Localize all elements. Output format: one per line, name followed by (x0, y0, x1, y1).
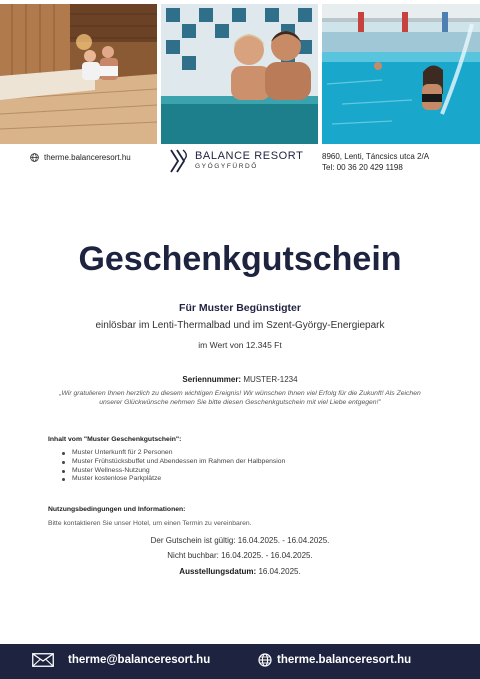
logo-subtitle: GYÓGYFÜRDŐ (195, 163, 258, 171)
terms-heading: Nutzungsbedingungen und Informationen: (48, 506, 186, 513)
sauna-photo (0, 4, 157, 144)
header-website-text: therme.balanceresort.hu (44, 153, 131, 162)
voucher-title: Geschenkgutschein (78, 240, 402, 278)
list-item: Muster kostenlose Parkplätze (62, 475, 285, 484)
serial-value: MUSTER-1234 (243, 375, 298, 384)
globe-icon (30, 153, 39, 162)
couple-pool-photo (161, 4, 318, 144)
validity-period: Der Gutschein ist gültig: 16.04.2025. - 16.04.2025. (150, 536, 330, 545)
serial-number (0, 375, 480, 384)
header-info-row (0, 148, 480, 178)
envelope-icon (32, 653, 54, 667)
list-item: Muster Wellness-Nutzung (62, 467, 285, 476)
footer-website-text: therme.balanceresort.hu (277, 654, 412, 666)
phone-text[interactable]: Tel: 00 36 20 429 1198 (322, 163, 403, 172)
issue-date-value: 16.04.2025. (258, 567, 301, 576)
address-text: 8960, Lenti, Táncsics utca 2/A (322, 152, 430, 161)
logo-title: BALANCE RESORT (195, 150, 304, 163)
congratulation-quote: „Wir gratulieren Ihnen herzlich zu diesem wichtigen Ereignis! Wir wünschen Ihnen viel Erfolg für die Zukunft! Als Zeichen unserer Glückwünsche nehmen Sie bitte diesen Geschenkgutschein mit viel Liebe entgegen!” (59, 390, 421, 406)
terms-text: Bitte kontaktieren Sie unser Hotel, um einen Termin zu vereinbaren. (48, 520, 252, 527)
contents-list (62, 449, 285, 484)
list-item: Muster Frühstücksbuffet und Abendessen im Rahmen der Halbpension (62, 458, 285, 467)
issue-date (0, 567, 480, 576)
serial-label: Seriennummer: (182, 375, 242, 384)
header-contact (322, 151, 429, 173)
voucher-value: im Wert von 12.345 Ft (198, 340, 282, 350)
wellness-pool-photo (322, 4, 480, 144)
contents-heading: Inhalt vom "Muster Geschenkgutschein": (48, 436, 182, 443)
voucher-recipient: Für Muster Begünstigter (179, 302, 301, 314)
not-bookable-period: Nicht buchbar: 16.04.2025. - 16.04.2025. (167, 551, 313, 560)
resort-logo (168, 148, 303, 174)
globe-icon (258, 653, 272, 667)
header-website[interactable] (30, 153, 131, 162)
footer-email-text: therme@balanceresort.hu (68, 654, 211, 666)
voucher-redeemable: einlösbar im Lenti-Thermalbad und im Szent-György-Energiepark (95, 320, 385, 331)
photo-strip (0, 4, 480, 144)
footer-website[interactable] (258, 653, 411, 667)
balance-resort-logo-icon (168, 148, 190, 174)
issue-date-label: Ausstellungsdatum: (179, 567, 257, 576)
list-item: Muster Unterkunft für 2 Personen (62, 449, 285, 458)
footer-bar (0, 644, 480, 679)
footer-email[interactable] (32, 653, 210, 667)
